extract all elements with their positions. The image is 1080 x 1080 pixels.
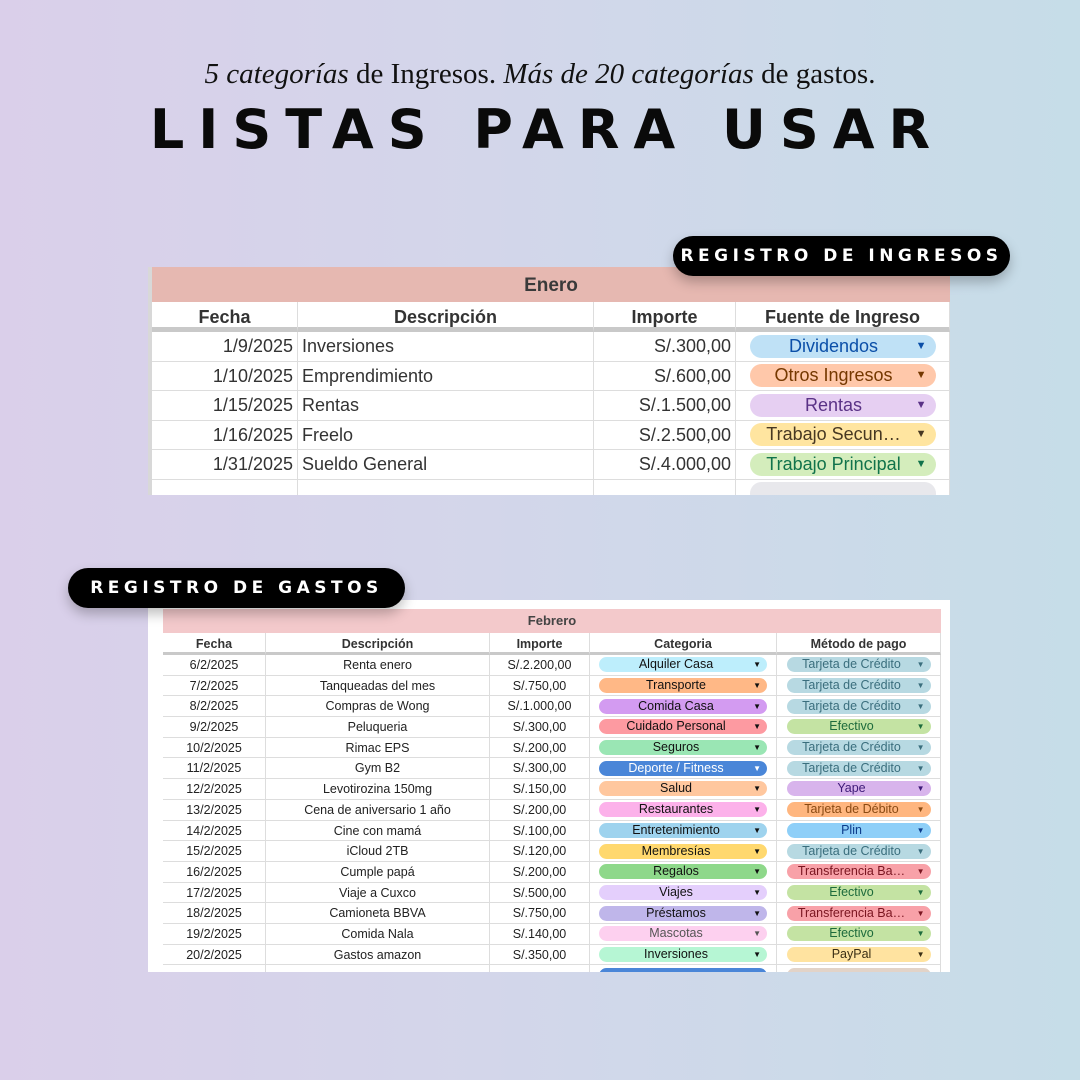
payment-method-dropdown[interactable] xyxy=(787,678,931,693)
dropdown-value: Efectivo xyxy=(829,884,874,899)
dropdown-arrow-icon: ▼ xyxy=(916,805,925,815)
payment-method-cell xyxy=(777,717,941,738)
dropdown-value: Rentas xyxy=(804,394,863,415)
amount-cell[interactable]: S/.2.200,00 xyxy=(490,655,590,676)
dropdown-arrow-icon: ▼ xyxy=(916,949,925,959)
payment-method-cell xyxy=(777,903,941,924)
dropdown-value: Comida Casa xyxy=(638,698,714,713)
income-source-dropdown[interactable] xyxy=(750,453,936,476)
column-header: Método de pago xyxy=(777,633,941,655)
amount-cell[interactable]: S/.150,00 xyxy=(490,779,590,800)
income-source-dropdown[interactable] xyxy=(750,482,936,495)
payment-method-dropdown[interactable] xyxy=(787,761,931,776)
payment-method-cell xyxy=(777,841,941,862)
empty-cell[interactable] xyxy=(298,480,594,496)
category-cell xyxy=(590,883,777,904)
date-cell[interactable]: 1/16/2025 xyxy=(152,421,298,451)
category-cell xyxy=(590,903,777,924)
amount-cell[interactable]: S/.300,00 xyxy=(490,717,590,738)
dropdown-arrow-icon: ▼ xyxy=(753,681,761,691)
description-cell[interactable]: iCloud 2TB xyxy=(266,841,490,862)
category-cell xyxy=(590,800,777,821)
category-cell xyxy=(590,676,777,697)
dropdown-arrow-icon: ▼ xyxy=(916,763,925,773)
dropdown-arrow-icon: ▼ xyxy=(916,908,925,918)
payment-method-dropdown[interactable] xyxy=(787,844,931,859)
category-cell xyxy=(590,945,777,966)
dropdown-value: Transferencia Ba… xyxy=(797,905,906,920)
category-cell xyxy=(590,655,777,676)
amount-cell[interactable]: S/.300,00 xyxy=(490,758,590,779)
amount-cell[interactable]: S/.140,00 xyxy=(490,924,590,945)
description-cell[interactable]: Compras de Wong xyxy=(266,696,490,717)
empty-cell[interactable] xyxy=(490,965,590,972)
dropdown-arrow-icon: ▼ xyxy=(916,846,925,856)
category-dropdown[interactable] xyxy=(599,719,767,734)
description-cell[interactable]: Emprendimiento xyxy=(298,362,594,392)
category-dropdown[interactable] xyxy=(599,885,767,900)
dropdown-arrow-icon: ▼ xyxy=(753,784,761,794)
payment-method-cell xyxy=(777,862,941,883)
empty-cell[interactable] xyxy=(590,965,777,972)
payment-method-dropdown[interactable] xyxy=(787,968,931,972)
dropdown-arrow-icon: ▼ xyxy=(915,428,927,441)
dropdown-arrow-icon: ▼ xyxy=(916,825,925,835)
dropdown-arrow-icon: ▼ xyxy=(916,887,925,897)
dropdown-value: Tarjeta de Crédito xyxy=(802,740,901,755)
description-cell[interactable]: Inversiones xyxy=(298,332,594,362)
payment-method-cell xyxy=(777,924,941,945)
payment-method-dropdown[interactable] xyxy=(787,906,931,921)
income-source-cell xyxy=(736,362,950,392)
description-cell[interactable]: Cine con mamá xyxy=(266,821,490,842)
payment-method-dropdown[interactable] xyxy=(787,823,931,838)
dropdown-arrow-icon: ▼ xyxy=(916,722,925,732)
empty-cell[interactable] xyxy=(594,480,736,496)
month-header: Febrero xyxy=(163,609,941,633)
payment-method-cell xyxy=(777,655,941,676)
dropdown-value: Transferencia Ba… xyxy=(797,864,906,879)
amount-cell[interactable]: S/.4.000,00 xyxy=(594,450,736,480)
dropdown-arrow-icon: ▼ xyxy=(916,929,925,939)
gastos-section-label: REGISTRO DE GASTOS xyxy=(68,568,405,608)
date-cell[interactable]: 10/2/2025 xyxy=(163,738,266,759)
description-cell[interactable]: Cumple papá xyxy=(266,862,490,883)
dropdown-arrow-icon: ▼ xyxy=(753,929,761,939)
column-header: Fecha xyxy=(163,633,266,655)
description-cell[interactable]: Camioneta BBVA xyxy=(266,903,490,924)
dropdown-value: Seguros xyxy=(652,740,700,755)
category-cell xyxy=(590,738,777,759)
ingresos-sheet xyxy=(148,267,950,495)
empty-cell[interactable] xyxy=(152,480,298,496)
category-cell xyxy=(590,924,777,945)
payment-method-dropdown[interactable] xyxy=(787,802,931,817)
description-cell[interactable]: Tanqueadas del mes xyxy=(266,676,490,697)
payment-method-dropdown[interactable] xyxy=(787,657,931,672)
payment-method-dropdown[interactable] xyxy=(787,926,931,941)
empty-cell[interactable] xyxy=(736,480,950,496)
dropdown-value: Cuidado Personal xyxy=(626,719,726,734)
amount-cell[interactable]: S/.200,00 xyxy=(490,862,590,883)
dropdown-arrow-icon: ▼ xyxy=(753,908,761,918)
category-cell xyxy=(590,841,777,862)
dropdown-value: Deporte / Fitness xyxy=(628,760,724,775)
category-dropdown[interactable] xyxy=(599,740,767,755)
date-cell[interactable]: 19/2/2025 xyxy=(163,924,266,945)
empty-cell[interactable] xyxy=(777,965,941,972)
date-cell[interactable]: 8/2/2025 xyxy=(163,696,266,717)
dropdown-value: Trabajo Secun… xyxy=(766,424,901,445)
payment-method-dropdown[interactable] xyxy=(787,864,931,879)
dropdown-value: Efectivo xyxy=(829,926,874,941)
dropdown-arrow-icon: ▼ xyxy=(753,867,761,877)
dropdown-value: Trabajo Principal xyxy=(766,453,901,474)
description-cell[interactable]: Sueldo General xyxy=(298,450,594,480)
empty-cell[interactable] xyxy=(163,965,266,972)
dropdown-value: Mascotas xyxy=(649,926,703,941)
dropdown-arrow-icon: ▼ xyxy=(915,398,927,411)
dropdown-value: PayPal xyxy=(831,946,872,961)
payment-method-cell xyxy=(777,821,941,842)
payment-method-dropdown[interactable] xyxy=(787,781,931,796)
income-source-dropdown[interactable] xyxy=(750,423,936,446)
dropdown-arrow-icon: ▼ xyxy=(915,457,927,470)
date-cell[interactable]: 12/2/2025 xyxy=(163,779,266,800)
subtitle-part: de Ingresos. xyxy=(348,58,504,90)
dropdown-arrow-icon: ▼ xyxy=(753,949,761,959)
page-title: LISTAS PARA USAR xyxy=(149,98,945,161)
description-cell[interactable]: Peluqueria xyxy=(266,717,490,738)
date-cell[interactable]: 17/2/2025 xyxy=(163,883,266,904)
date-cell[interactable]: 1/31/2025 xyxy=(152,450,298,480)
description-cell[interactable]: Rentas xyxy=(298,391,594,421)
income-source-cell xyxy=(736,332,950,362)
dropdown-arrow-icon: ▼ xyxy=(915,339,927,352)
dropdown-value: Tarjeta de Crédito xyxy=(802,698,901,713)
category-dropdown[interactable] xyxy=(599,947,767,962)
description-cell[interactable]: Cena de aniversario 1 año xyxy=(266,800,490,821)
dropdown-arrow-icon: ▼ xyxy=(753,743,761,753)
category-dropdown[interactable] xyxy=(599,864,767,879)
description-cell[interactable]: Renta enero xyxy=(266,655,490,676)
payment-method-cell xyxy=(777,779,941,800)
dropdown-value: Tarjeta de Crédito xyxy=(802,657,901,672)
dropdown-arrow-icon: ▼ xyxy=(753,805,761,815)
date-cell[interactable]: 16/2/2025 xyxy=(163,862,266,883)
dropdown-value: Restaurantes xyxy=(638,802,714,817)
payment-method-dropdown[interactable] xyxy=(787,719,931,734)
description-cell[interactable]: Freelo xyxy=(298,421,594,451)
dropdown-value: Tarjeta de Débito xyxy=(804,802,899,817)
amount-cell[interactable]: S/.300,00 xyxy=(594,332,736,362)
column-header: Importe xyxy=(594,302,736,332)
amount-cell[interactable]: S/.750,00 xyxy=(490,903,590,924)
description-cell[interactable]: Rimac EPS xyxy=(266,738,490,759)
date-cell[interactable]: 18/2/2025 xyxy=(163,903,266,924)
dropdown-value: Otros Ingresos xyxy=(774,365,893,386)
dropdown-arrow-icon: ▼ xyxy=(916,743,925,753)
dropdown-arrow-icon: ▼ xyxy=(916,784,925,794)
category-cell xyxy=(590,862,777,883)
amount-cell[interactable]: S/.1.500,00 xyxy=(594,391,736,421)
payment-method-cell xyxy=(777,696,941,717)
category-dropdown[interactable] xyxy=(599,781,767,796)
category-dropdown[interactable] xyxy=(599,968,767,972)
dropdown-value: Entretenimiento xyxy=(632,822,720,837)
amount-cell[interactable]: S/.120,00 xyxy=(490,841,590,862)
income-source-dropdown[interactable] xyxy=(750,364,936,387)
payment-method-cell xyxy=(777,758,941,779)
empty-cell[interactable] xyxy=(266,965,490,972)
gastos-sheet xyxy=(148,600,950,972)
column-header: Categoria xyxy=(590,633,777,655)
date-cell[interactable]: 20/2/2025 xyxy=(163,945,266,966)
date-cell[interactable]: 14/2/2025 xyxy=(163,821,266,842)
payment-method-dropdown[interactable] xyxy=(787,947,931,962)
amount-cell[interactable]: S/.600,00 xyxy=(594,362,736,392)
category-dropdown[interactable] xyxy=(599,657,767,672)
dropdown-value: Plin xyxy=(841,822,862,837)
ingresos-table xyxy=(152,302,950,495)
description-cell[interactable]: Comida Nala xyxy=(266,924,490,945)
description-cell[interactable]: Gym B2 xyxy=(266,758,490,779)
dropdown-value: Alquiler Casa xyxy=(638,657,714,672)
gastos-table xyxy=(163,633,950,972)
dropdown-value: Salud xyxy=(660,781,692,796)
category-cell xyxy=(590,717,777,738)
subtitle-part: de gastos. xyxy=(753,58,876,90)
payment-method-dropdown[interactable] xyxy=(787,740,931,755)
dropdown-arrow-icon: ▼ xyxy=(753,846,761,856)
dropdown-arrow-icon: ▼ xyxy=(916,701,925,711)
category-dropdown[interactable] xyxy=(599,802,767,817)
date-cell[interactable]: 15/2/2025 xyxy=(163,841,266,862)
column-header: Importe xyxy=(490,633,590,655)
ingresos-section-label: REGISTRO DE INGRESOS xyxy=(673,236,1010,276)
income-source-cell xyxy=(736,391,950,421)
category-cell xyxy=(590,758,777,779)
amount-cell[interactable]: S/.2.500,00 xyxy=(594,421,736,451)
amount-cell[interactable]: S/.200,00 xyxy=(490,738,590,759)
category-dropdown[interactable] xyxy=(599,926,767,941)
payment-method-cell xyxy=(777,945,941,966)
column-header: Fecha xyxy=(152,302,298,332)
payment-method-dropdown[interactable] xyxy=(787,699,931,714)
dropdown-value: Inversiones xyxy=(644,946,708,961)
dropdown-value: Regalos xyxy=(653,864,699,879)
category-dropdown[interactable] xyxy=(599,699,767,714)
payment-method-cell xyxy=(777,883,941,904)
dropdown-arrow-icon: ▼ xyxy=(916,681,925,691)
income-source-cell xyxy=(736,450,950,480)
date-cell[interactable]: 13/2/2025 xyxy=(163,800,266,821)
date-cell[interactable]: 1/15/2025 xyxy=(152,391,298,421)
dropdown-arrow-icon: ▼ xyxy=(915,369,927,382)
date-cell[interactable]: 6/2/2025 xyxy=(163,655,266,676)
dropdown-arrow-icon: ▼ xyxy=(753,722,761,732)
description-cell[interactable]: Gastos amazon xyxy=(266,945,490,966)
amount-cell[interactable]: S/.500,00 xyxy=(490,883,590,904)
date-cell[interactable]: 7/2/2025 xyxy=(163,676,266,697)
income-source-dropdown[interactable] xyxy=(750,335,936,358)
amount-cell[interactable]: S/.350,00 xyxy=(490,945,590,966)
date-cell[interactable]: 1/9/2025 xyxy=(152,332,298,362)
column-header: Fuente de Ingreso xyxy=(736,302,950,332)
month-header: Enero xyxy=(152,267,950,302)
subtitle-part: Más de 20 categorías xyxy=(503,58,754,90)
dropdown-value: Efectivo xyxy=(829,719,874,734)
subtitle xyxy=(0,58,1080,91)
amount-cell[interactable]: S/.1.000,00 xyxy=(490,696,590,717)
dropdown-arrow-icon: ▼ xyxy=(753,763,761,773)
dropdown-value: Tarjeta de Crédito xyxy=(802,760,901,775)
amount-cell[interactable]: S/.100,00 xyxy=(490,821,590,842)
dropdown-value: Préstamos xyxy=(646,905,706,920)
amount-cell[interactable]: S/.750,00 xyxy=(490,676,590,697)
date-cell[interactable]: 9/2/2025 xyxy=(163,717,266,738)
dropdown-value: Dividendos xyxy=(788,335,879,356)
payment-method-cell xyxy=(777,800,941,821)
amount-cell[interactable]: S/.200,00 xyxy=(490,800,590,821)
category-dropdown[interactable] xyxy=(599,906,767,921)
category-cell xyxy=(590,696,777,717)
dropdown-arrow-icon: ▼ xyxy=(916,867,925,877)
category-dropdown[interactable] xyxy=(599,678,767,693)
category-dropdown[interactable] xyxy=(599,823,767,838)
description-cell[interactable]: Viaje a Cuxco xyxy=(266,883,490,904)
dropdown-value: Viajes xyxy=(659,884,693,899)
dropdown-arrow-icon: ▼ xyxy=(753,660,761,670)
column-header: Descripción xyxy=(266,633,490,655)
dropdown-arrow-icon: ▼ xyxy=(753,825,761,835)
dropdown-value: Tarjeta de Crédito xyxy=(802,843,901,858)
description-cell[interactable]: Levotirozina 150mg xyxy=(266,779,490,800)
payment-method-dropdown[interactable] xyxy=(787,885,931,900)
income-source-dropdown[interactable] xyxy=(750,394,936,417)
category-cell xyxy=(590,821,777,842)
income-source-cell xyxy=(736,421,950,451)
payment-method-cell xyxy=(777,676,941,697)
date-cell[interactable]: 11/2/2025 xyxy=(163,758,266,779)
dropdown-value: Transporte xyxy=(646,678,706,693)
dropdown-value: Tarjeta de Crédito xyxy=(802,678,901,693)
date-cell[interactable]: 1/10/2025 xyxy=(152,362,298,392)
payment-method-cell xyxy=(777,738,941,759)
dropdown-value: Membresías xyxy=(641,843,711,858)
category-cell xyxy=(590,779,777,800)
dropdown-value: Yape xyxy=(837,781,866,796)
column-header: Descripción xyxy=(298,302,594,332)
subtitle-part: 5 categorías xyxy=(204,58,349,90)
dropdown-arrow-icon: ▼ xyxy=(753,701,761,711)
category-dropdown[interactable] xyxy=(599,761,767,776)
category-dropdown[interactable] xyxy=(599,844,767,859)
dropdown-arrow-icon: ▼ xyxy=(916,660,925,670)
dropdown-arrow-icon: ▼ xyxy=(753,887,761,897)
